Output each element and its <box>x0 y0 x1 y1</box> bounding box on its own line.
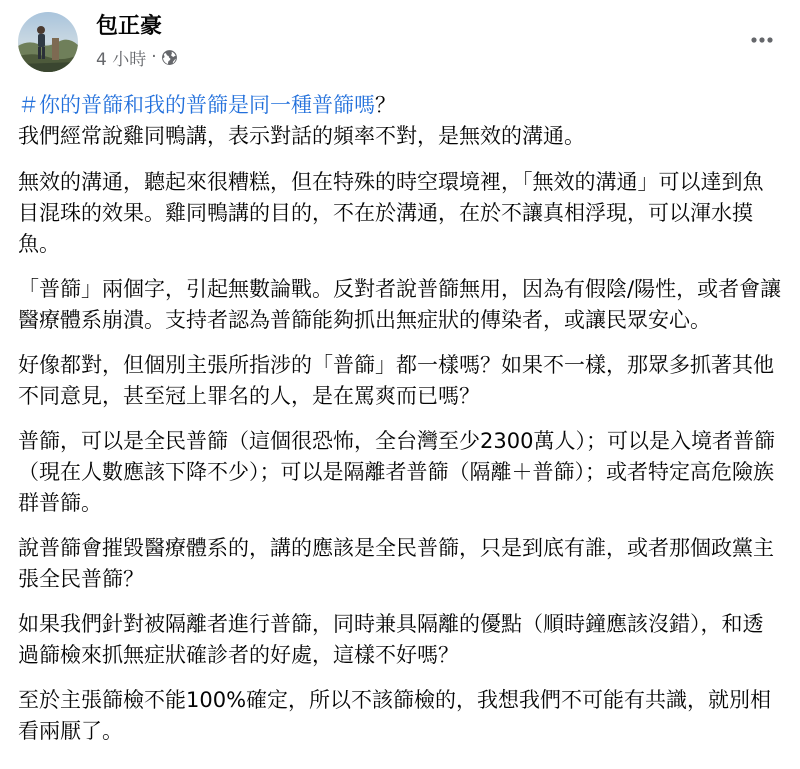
avatar[interactable] <box>18 12 78 72</box>
post-timestamp[interactable]: 4 小時 <box>96 49 147 70</box>
post-paragraph: 「普篩」兩個字，引起無數論戰。反對者說普篩無用，因為有假陰/陽性，或者會讓醫療體系崩潰。支持者認為普篩能夠抓出無症狀的傳染者，或讓民眾安心。 <box>18 277 782 332</box>
post-paragraph: 好像都對，但個別主張所指涉的「普篩」都一樣嗎？如果不一樣，那眾多抓著其他不同意見，甚至冠上罪名的人，是在罵爽而已嗎？ <box>18 353 774 408</box>
hashtag-suffix: ？ <box>375 93 396 117</box>
post-paragraph: 說普篩會摧毀醫療體系的，講的應該是全民普篩，只是到底有誰，或者那個政黨主張全民普篩？ <box>18 536 774 591</box>
globe-icon[interactable] <box>161 49 178 66</box>
post-paragraph: 我們經常說雞同鴨講，表示對話的頻率不對，是無效的溝通。 <box>18 124 585 148</box>
post-paragraph: 至於主張篩檢不能100%確定，所以不該篩檢的，我想我們不可能有共識，就別相看兩厭了。 <box>18 688 772 743</box>
post-header <box>18 12 782 74</box>
hashtag-link[interactable]: ＃你的普篩和我的普篩是同一種普篩嗎 <box>18 93 375 117</box>
more-options-button[interactable] <box>742 22 782 58</box>
hashtag-line <box>18 90 784 121</box>
more-options-icon <box>751 37 773 43</box>
meta-separator: · <box>151 47 157 67</box>
post-meta <box>96 46 178 68</box>
post-body <box>18 90 784 761</box>
author-name[interactable]: 包正豪 <box>96 14 163 39</box>
post-paragraph: 普篩，可以是全民普篩（這個很恐怖，全台灣至少2300萬人）；可以是入境者普篩（現在人數應該下降不少）；可以是隔離者普篩（隔離＋普篩）；或者特定高危險族群普篩。 <box>18 429 775 515</box>
post-paragraph: 如果我們針對被隔離者進行普篩，同時兼具隔離的優點（順時鐘應該沒錯），和透過篩檢來抓無症狀確診者的好處，這樣不好嗎？ <box>18 612 764 667</box>
avatar-photo <box>18 12 78 72</box>
post-paragraph: 無效的溝通，聽起來很糟糕，但在特殊的時空環境裡，「無效的溝通」可以達到魚目混珠的效果。雞同鴨講的目的，不在於溝通，在於不讓真相浮現，可以渾水摸魚。 <box>18 170 764 256</box>
